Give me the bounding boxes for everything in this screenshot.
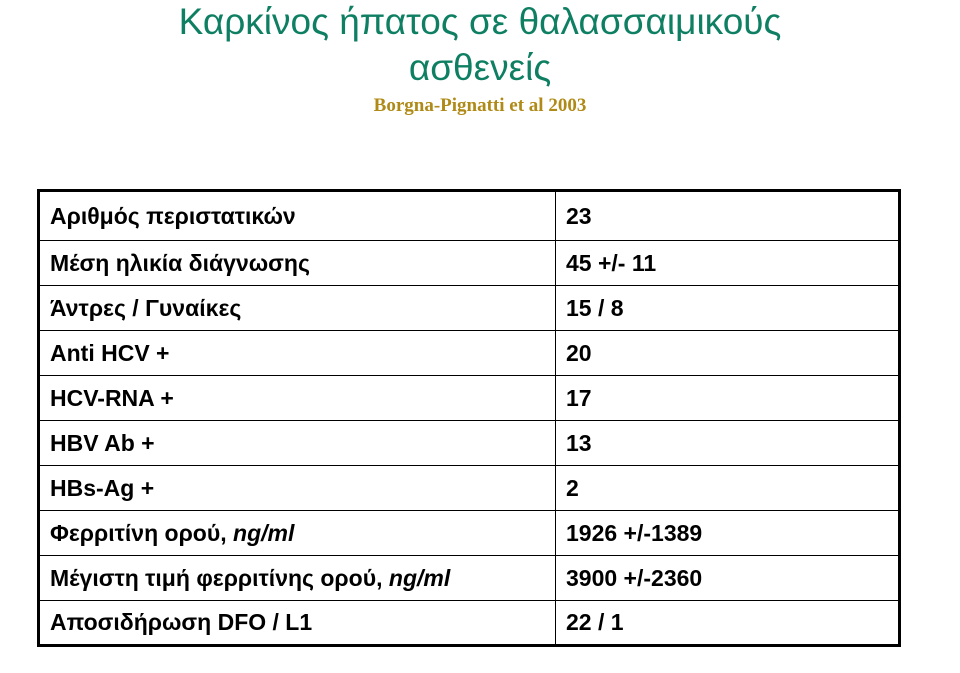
row-label-text: Άντρες / Γυναίκες (50, 294, 242, 321)
row-value: 15 / 8 (555, 286, 899, 331)
row-value: 13 (555, 421, 899, 466)
row-label (39, 601, 556, 646)
row-label-text: HBs-Ag + (50, 474, 155, 501)
table-row (39, 601, 900, 646)
citation-subtitle: Borgna-Pignatti et al 2003 (373, 95, 587, 116)
row-label-text: Φερριτίνη ορού, (50, 519, 234, 546)
row-label (39, 286, 556, 331)
row-value: 3900 +/-2360 (555, 556, 899, 601)
row-value: 45 +/- 11 (555, 241, 899, 286)
slide-title-line-1: Καρκίνος ήπατος σε θαλασσαιμικούς (178, 1, 782, 42)
row-value: 2 (555, 466, 899, 511)
row-label (39, 556, 556, 601)
table-row (39, 421, 900, 466)
row-value: 17 (555, 376, 899, 421)
row-unit: ng/ml (233, 519, 295, 546)
row-label-text: HBV Ab + (50, 429, 155, 456)
table-row (39, 191, 900, 241)
row-label-text: Anti HCV + (50, 339, 170, 366)
row-label (39, 331, 556, 376)
row-label (39, 511, 556, 556)
table-row (39, 241, 900, 286)
row-unit: ng/ml (388, 564, 451, 591)
row-value: 20 (555, 331, 899, 376)
table-row (39, 511, 900, 556)
row-value: 22 / 1 (555, 601, 899, 646)
row-label (39, 191, 556, 241)
patient-data-table (37, 189, 901, 647)
table-row (39, 466, 900, 511)
row-label-text: HCV-RNA + (50, 384, 174, 411)
row-label-text: Αριθμός περιστατικών (50, 202, 296, 229)
table-row (39, 556, 900, 601)
row-label (39, 241, 556, 286)
row-label-text: Μέση ηλικία διάγνωσης (50, 249, 310, 276)
row-value: 23 (555, 191, 899, 241)
row-label (39, 376, 556, 421)
row-label-text: Αποσιδήρωση DFO / L1 (50, 609, 313, 635)
table-row (39, 376, 900, 421)
row-label (39, 421, 556, 466)
row-label-text: Μέγιστη τιμή φερριτίνης ορού, (50, 564, 389, 591)
row-label (39, 466, 556, 511)
row-value: 1926 +/-1389 (555, 511, 899, 556)
table-row (39, 286, 900, 331)
table-row (39, 331, 900, 376)
slide-title-line-2: ασθενείς (408, 47, 552, 88)
